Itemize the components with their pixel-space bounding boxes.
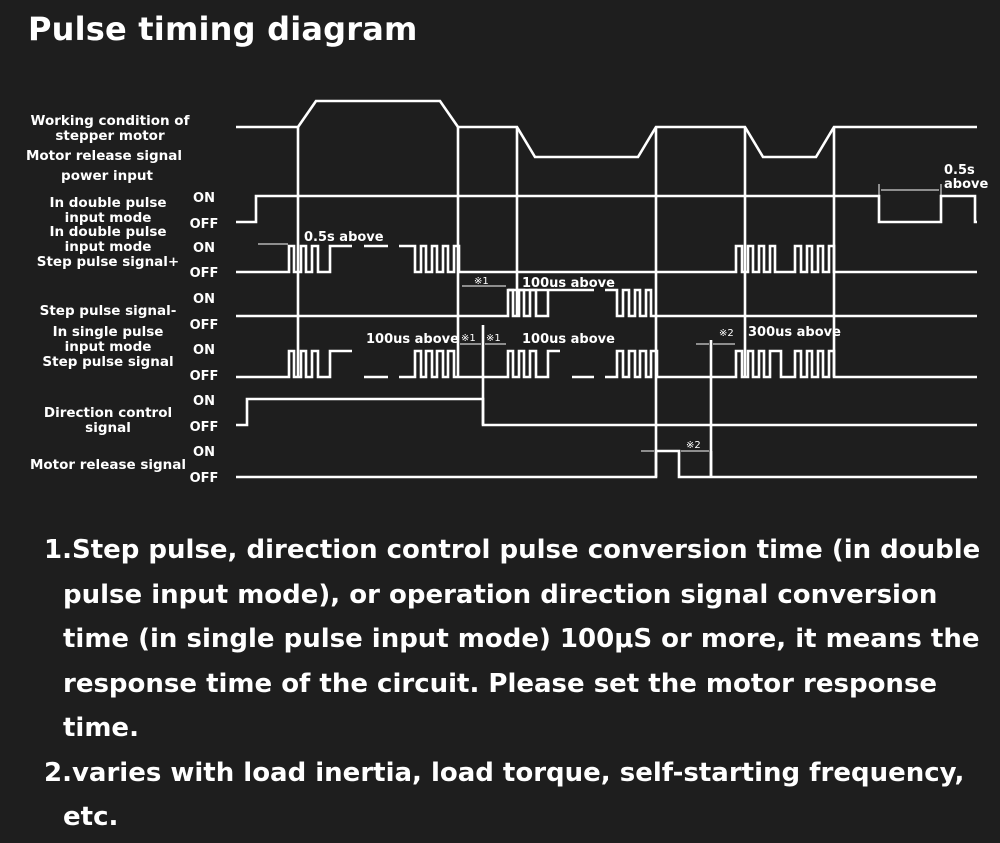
signal-label: power input [61, 168, 153, 184]
signal-labels [26, 113, 190, 473]
signal-label: stepper motor [55, 128, 165, 144]
signal-label: Step pulse signal [42, 354, 174, 370]
annotation-label: 0.5s above [304, 230, 384, 245]
trace-working-condition [236, 101, 977, 157]
signal-label: Direction control [43, 405, 173, 421]
annotation-label: 100us above [522, 332, 615, 347]
note-ref: ※1 [474, 276, 489, 287]
signal-label: In single pulse [52, 324, 164, 340]
level-on-label: ON [193, 191, 215, 206]
note-item: 2.varies with load inertia, load torque, self-starting frequency, etc. [44, 757, 965, 832]
signal-label: Working condition of [30, 113, 190, 129]
level-off-label: OFF [189, 266, 219, 281]
level-on-label: ON [193, 292, 215, 307]
signal-label: Motor release signal [25, 148, 183, 164]
signal-label: Step pulse signal- [39, 303, 177, 319]
trace-power-input [236, 196, 977, 222]
signal-label: input mode [64, 339, 152, 355]
note-item: 1.Step pulse, direction control pulse conversion time (in double pulse input mode), or operation direction signal conversion time (in single pulse input mode) 100μS or more, it means the response time of the circuit. Please set the motor response time. [44, 535, 981, 743]
level-on-label: ON [193, 445, 215, 460]
annotation-label: 100us above [366, 332, 459, 347]
level-on-label: ON [193, 241, 215, 256]
level-labels [190, 191, 219, 486]
trace-step-pulse-single [236, 351, 977, 377]
level-on-label: ON [193, 394, 215, 409]
trace-step-pulse-minus-pulses [508, 290, 548, 316]
level-on-label: ON [193, 343, 215, 358]
level-off-label: OFF [189, 420, 219, 435]
notes-list [44, 528, 984, 840]
timing-arrows [243, 184, 941, 451]
trace-step-pulse-minus [236, 290, 977, 316]
signal-label: Step pulse signal+ [36, 254, 180, 270]
signal-label: input mode [64, 210, 152, 226]
signal-label: In double pulse [49, 195, 167, 211]
signal-label: signal [85, 420, 131, 436]
trace-motor-release [236, 451, 977, 477]
trace-step-pulse-plus [236, 246, 977, 272]
trace-direction-control [236, 399, 977, 425]
level-off-label: OFF [189, 318, 219, 333]
signal-label: In double pulse [49, 224, 167, 240]
note-ref: ※2 [719, 328, 734, 339]
annotation-label: 0.5s [944, 163, 975, 178]
annotation-label: 300us above [748, 325, 841, 340]
signal-label: input mode [64, 239, 152, 255]
page-title: Pulse timing diagram [28, 10, 418, 48]
note-ref: ※1 [486, 333, 501, 344]
annotation-label: 100us above [522, 276, 615, 291]
level-off-label: OFF [189, 369, 219, 384]
level-off-label: OFF [189, 471, 219, 486]
signal-label: Motor release signal [29, 457, 187, 473]
note-ref: ※2 [686, 440, 701, 451]
note-ref: ※1 [461, 333, 476, 344]
annotation-label: above [944, 177, 989, 192]
level-off-label: OFF [189, 217, 219, 232]
